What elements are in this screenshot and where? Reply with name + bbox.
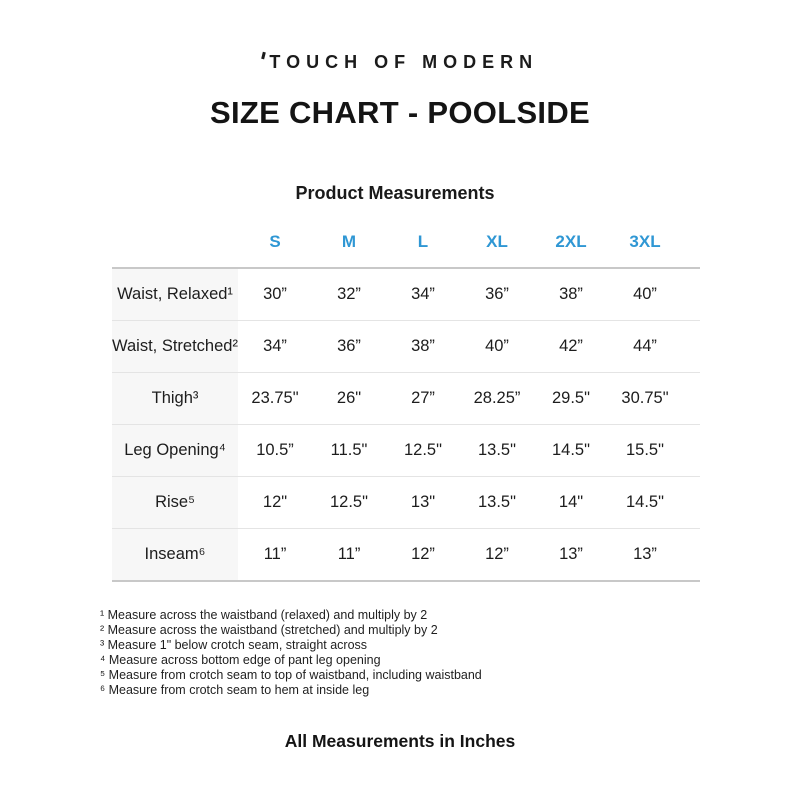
page-title: SIZE CHART - POOLSIDE — [209, 95, 591, 130]
table-row-inseam — [112, 529, 700, 582]
logo-tick-icon — [261, 52, 265, 59]
size-value: 12” — [386, 529, 460, 582]
size-value: 38” — [386, 321, 460, 373]
column-header-l: L — [417, 232, 429, 251]
row-spacer — [682, 477, 700, 529]
size-value: 13" — [386, 477, 460, 529]
size-value: 12.5" — [312, 477, 386, 529]
footnote: ² Measure across the waistband (stretched) and multiply by 2 — [100, 622, 438, 637]
size-value: 14.5" — [608, 477, 682, 529]
footnote: ¹ Measure across the waistband (relaxed) and multiply by 2 — [100, 608, 428, 622]
size-value: 23.75" — [238, 373, 312, 425]
size-value: 13.5" — [460, 477, 534, 529]
row-spacer — [682, 373, 700, 425]
row-label-rise: Rise⁵ — [112, 477, 238, 529]
size-value: 10.5” — [238, 425, 312, 477]
table-row-thigh — [112, 373, 700, 425]
row-label-leg-opening: Leg Opening⁴ — [112, 425, 238, 477]
size-value: 42” — [534, 321, 608, 373]
header-spacer — [682, 230, 700, 268]
size-table — [112, 230, 700, 582]
size-value: 13” — [608, 529, 682, 582]
size-value: 30” — [238, 268, 312, 321]
row-label-thigh: Thigh³ — [112, 373, 238, 425]
size-value: 30.75" — [608, 373, 682, 425]
size-value: 34” — [386, 268, 460, 321]
size-value: 12.5" — [386, 425, 460, 477]
size-value: 34” — [238, 321, 312, 373]
size-value: 11” — [312, 529, 386, 582]
table-row-waist-stretched — [112, 321, 700, 373]
row-spacer — [682, 529, 700, 582]
size-value: 32” — [312, 268, 386, 321]
column-header-xl: XL — [486, 232, 508, 251]
size-value: 26" — [312, 373, 386, 425]
size-value: 14.5" — [534, 425, 608, 477]
size-value: 27” — [386, 373, 460, 425]
row-label-waist-stretched: Waist, Stretched² — [112, 321, 238, 373]
footnote: ⁴ Measure across bottom edge of pant leg opening — [100, 652, 381, 667]
row-spacer — [682, 425, 700, 477]
size-value: 29.5" — [534, 373, 608, 425]
brand-logo — [0, 52, 800, 73]
brand-logo-text: TOUCH OF MODERN — [269, 52, 539, 72]
table-heading: Product Measurements — [295, 183, 495, 203]
column-header-2xl: 2XL — [555, 232, 587, 251]
size-value: 14" — [534, 477, 608, 529]
size-value: 40” — [608, 268, 682, 321]
column-header-3xl: 3XL — [629, 232, 661, 251]
units-note: All Measurements in Inches — [284, 731, 516, 752]
size-value: 44” — [608, 321, 682, 373]
size-value: 40” — [460, 321, 534, 373]
row-spacer — [682, 268, 700, 321]
size-value: 12" — [238, 477, 312, 529]
table-row-rise — [112, 477, 700, 529]
size-value: 12” — [460, 529, 534, 582]
size-value: 13.5" — [460, 425, 534, 477]
row-label-waist-relaxed: Waist, Relaxed¹ — [112, 268, 238, 321]
size-header-row — [112, 230, 700, 268]
row-spacer — [682, 321, 700, 373]
size-value: 36” — [312, 321, 386, 373]
row-label-inseam: Inseam⁶ — [112, 529, 238, 582]
table-row-waist-relaxed — [112, 268, 700, 321]
size-value: 11” — [238, 529, 312, 582]
header-spacer — [112, 230, 238, 268]
column-header-m: M — [341, 232, 357, 251]
column-header-s: S — [269, 232, 281, 251]
footnotes-list — [100, 608, 800, 697]
size-value: 36” — [460, 268, 534, 321]
size-value: 13” — [534, 529, 608, 582]
footnote: ⁵ Measure from crotch seam to top of waistband, including waistband — [100, 667, 482, 682]
footnote: ³ Measure 1" below crotch seam, straight across — [100, 637, 368, 652]
size-value: 15.5" — [608, 425, 682, 477]
footnote: ⁶ Measure from crotch seam to hem at inside leg — [100, 682, 370, 697]
size-value: 11.5" — [312, 425, 386, 477]
size-value: 28.25” — [460, 373, 534, 425]
size-value: 38” — [534, 268, 608, 321]
table-row-leg-opening — [112, 425, 700, 477]
